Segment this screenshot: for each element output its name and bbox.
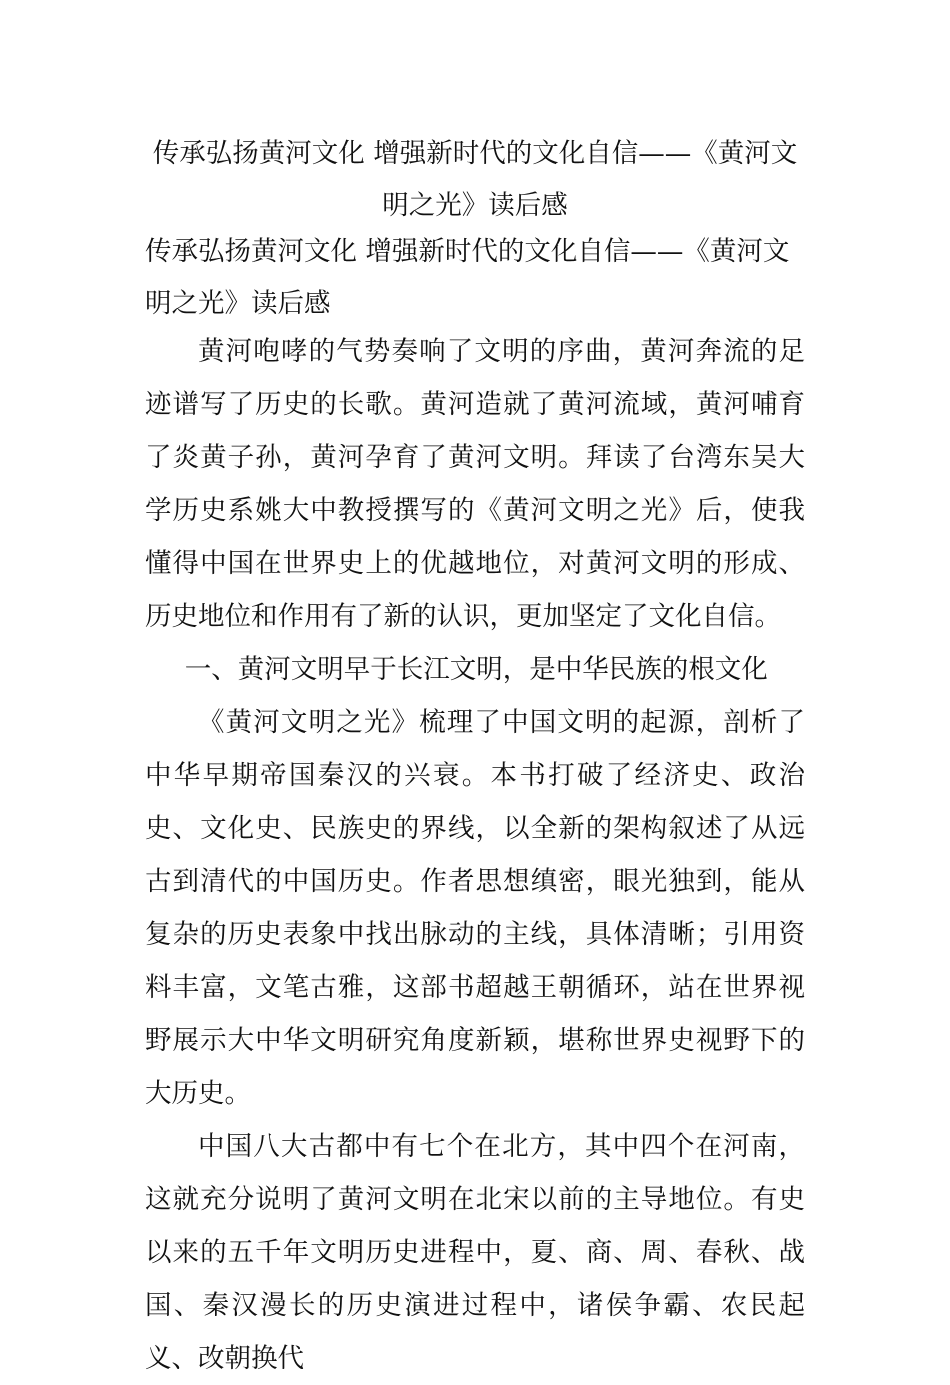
repeated-title: 传承弘扬黄河文化 增强新时代的文化自信——《黄河文明之光》读后感 [145, 236, 790, 319]
paragraph-ancient-capitals: 中国八大古都中有七个在北方，其中四个在河南，这就充分说明了黄河文明在北宋以前的主导地位。有史以来的五千年文明历史进程中，夏、商、周、春秋、战国、秦汉漫长的历史演进过程中，诸侯争霸、农民起义、改朝换代 [145, 1131, 805, 1374]
document-title: 传承弘扬黄河文化 增强新时代的文化自信——《黄河文明之光》读后感 [152, 138, 798, 221]
section-heading-1: 一、黄河文明早于长江文明，是中华民族的根文化 [184, 654, 768, 685]
paragraph-book-review: 《黄河文明之光》梳理了中国文明的起源，剖析了中华早期帝国秦汉的兴衰。本书打破了经济史、政治史、文化史、民族史的界线，以全新的架构叙述了从远古到清代的中国历史。作者思想缜密，眼光独到，能从复杂的历史表象中找出脉动的主线，具体清晰；引用资料丰富，文笔古雅，这部书超越王朝循环，站在世界视野展示大中华文明研究角度新颖，堪称世界史视野下的大历史。 [145, 707, 805, 1109]
document-body [145, 325, 805, 1385]
paragraph-intro: 黄河咆哮的气势奏响了文明的序曲，黄河奔流的足迹谱写了历史的长歌。黄河造就了黄河流域，黄河哺育了炎黄子孙，黄河孕育了黄河文明。拜读了台湾东吴大学历史系姚大中教授撰写的《黄河文明之光》后，使我懂得中国在世界史上的优越地位，对黄河文明的形成、历史地位和作用有了新的认识，更加坚定了文化自信。 [145, 336, 805, 632]
